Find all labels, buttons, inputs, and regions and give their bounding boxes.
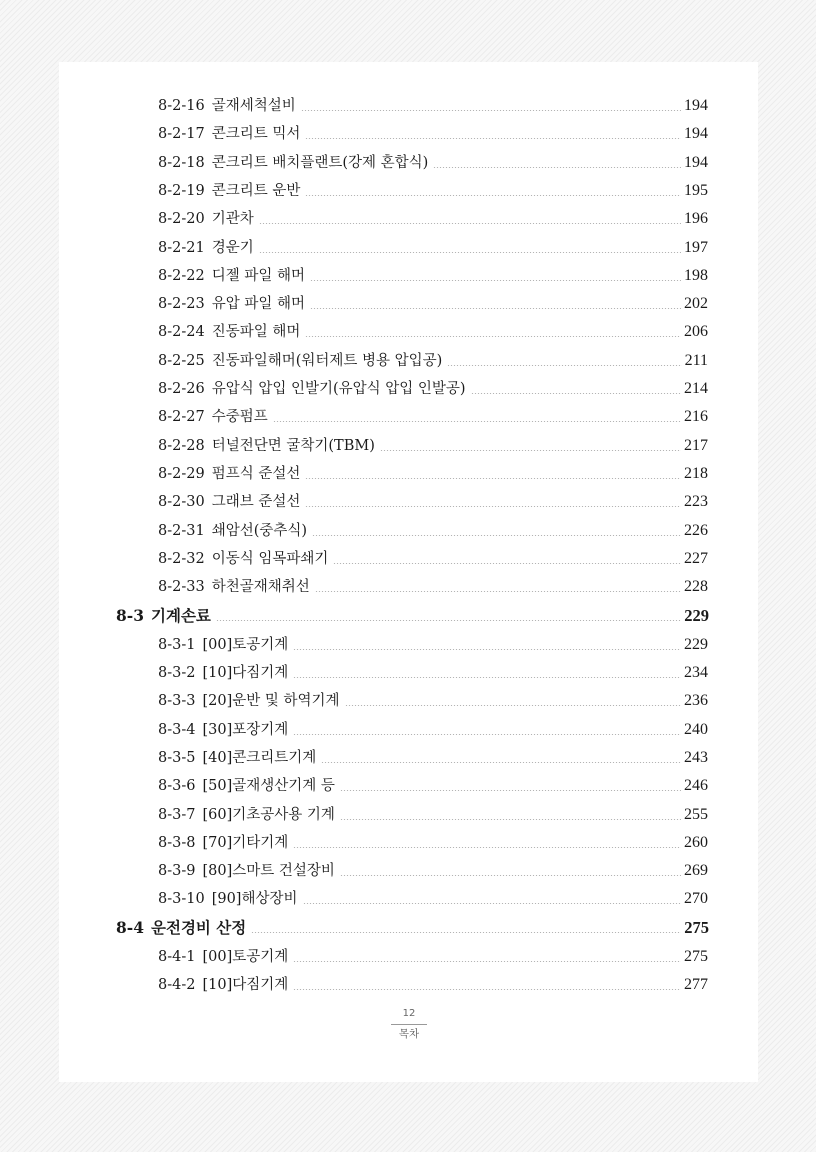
- toc-entry-title: 수중펌프: [211, 409, 268, 426]
- toc-entry-number: 8-2-27: [158, 409, 205, 426]
- toc-entry-number: 8-3: [116, 605, 145, 625]
- toc-entry[interactable]: [158, 120, 708, 148]
- toc-entry[interactable]: [158, 829, 708, 857]
- dot-leader: [293, 847, 681, 848]
- toc-entry-page: 243: [684, 748, 708, 766]
- toc-entry-number: 8-3-10: [158, 891, 205, 908]
- toc-entry[interactable]: [158, 262, 708, 290]
- toc-entry-page: 234: [684, 664, 708, 681]
- dot-leader: [305, 195, 681, 196]
- toc-entry-title: 그래브 준설선: [211, 494, 301, 511]
- toc-entry-number: 8-2-18: [158, 154, 205, 171]
- toc-entry-title: 이동식 임목파쇄기: [211, 550, 329, 567]
- toc-entry-page: 216: [684, 408, 708, 426]
- toc-entry-page: 226: [684, 521, 708, 539]
- toc-entry[interactable]: [158, 631, 708, 659]
- dot-leader: [305, 478, 681, 479]
- toc-entry-number: 8-2-19: [158, 182, 205, 199]
- toc-entry-title: [60]기초공사용 기계: [202, 806, 335, 823]
- toc-entry-title: 골재세척설비: [211, 98, 296, 114]
- toc-entry-title: [10]다짐기계: [202, 977, 289, 994]
- toc-entry-page: 260: [684, 833, 708, 851]
- dot-leader: [471, 393, 681, 394]
- toc-entry[interactable]: [158, 716, 708, 744]
- toc-section-entry[interactable]: [116, 602, 709, 630]
- toc-entry[interactable]: [158, 403, 708, 431]
- toc-entry-title: 터널전단면 굴착기(TBM): [211, 437, 375, 454]
- toc-entry-page: 195: [684, 181, 708, 199]
- dot-leader: [305, 138, 681, 139]
- toc-entry-number: 8-3-7: [158, 806, 196, 823]
- toc-entry-title: [00]토공기계: [202, 949, 289, 965]
- dot-leader: [303, 903, 682, 904]
- toc-entry-number: 8-3-2: [158, 665, 196, 681]
- toc-entry-number: 8-2-33: [158, 579, 205, 596]
- footer-divider: [391, 1024, 427, 1025]
- toc-entry[interactable]: [158, 943, 708, 971]
- dot-leader: [380, 450, 681, 451]
- toc-entry-page: 236: [684, 692, 708, 710]
- toc-entry-title: [90]해상장비: [211, 891, 298, 908]
- toc-entry-page: 202: [684, 295, 708, 313]
- dot-leader: [293, 989, 681, 990]
- toc-entry[interactable]: [158, 432, 708, 460]
- toc-entry-title: [70]기타기계: [202, 834, 289, 851]
- toc-entry[interactable]: [158, 687, 708, 715]
- toc-entry[interactable]: [158, 347, 708, 375]
- dot-leader: [340, 819, 681, 820]
- toc-entry-page: 194: [684, 153, 708, 171]
- dot-leader: [293, 961, 681, 962]
- dot-leader: [305, 336, 681, 337]
- dot-leader: [333, 563, 681, 564]
- dot-leader: [293, 734, 681, 735]
- toc-entry[interactable]: [158, 488, 708, 516]
- toc-entry-title: 콘크리트 배치플랜트(강제 혼합식): [211, 154, 429, 171]
- toc-entry-title: 쇄암선(중추식): [211, 522, 308, 539]
- toc-entry-number: 8-4: [116, 918, 145, 938]
- dot-leader: [273, 421, 681, 422]
- toc-entry-page: 277: [684, 976, 708, 994]
- toc-entry-number: 8-3-5: [158, 749, 196, 766]
- toc-entry-page: 194: [684, 125, 708, 143]
- toc-entry-title: 콘크리트 믹서: [211, 126, 301, 143]
- toc-entry[interactable]: [158, 885, 708, 913]
- toc-entry-page: 217: [684, 436, 708, 454]
- toc-entry[interactable]: [158, 857, 708, 885]
- toc-entry-page: 228: [684, 578, 708, 596]
- toc-entry-page: 214: [684, 380, 708, 397]
- toc-entry-number: 8-2-21: [158, 239, 205, 256]
- toc-entry-number: 8-3-4: [158, 721, 196, 738]
- toc-entry-number: 8-4-1: [158, 949, 196, 965]
- dot-leader: [433, 167, 681, 168]
- toc-entry-number: 8-2-16: [158, 98, 205, 114]
- toc-entry[interactable]: [158, 290, 708, 318]
- toc-entry-number: 8-2-23: [158, 296, 205, 313]
- toc-entry-page: 227: [684, 549, 708, 567]
- toc-entry-number: 8-2-17: [158, 126, 205, 143]
- toc-page: [59, 62, 758, 1082]
- toc-entry-title: 진동파일해머(워터제트 병용 압입공): [211, 352, 443, 369]
- dot-leader: [310, 280, 681, 281]
- toc-entry[interactable]: [158, 205, 708, 233]
- toc-entry[interactable]: [158, 801, 708, 829]
- toc-entry[interactable]: [158, 92, 708, 120]
- toc-entry-page: 269: [684, 862, 708, 880]
- toc-section-entry[interactable]: [116, 914, 709, 942]
- toc-entry[interactable]: [158, 744, 708, 772]
- dot-leader: [251, 932, 681, 933]
- toc-entry-page: 240: [684, 720, 708, 738]
- toc-entry-number: 8-2-32: [158, 550, 205, 567]
- toc-entry-number: 8-3-3: [158, 693, 196, 710]
- dot-leader: [293, 677, 681, 678]
- toc-entry-page: 196: [684, 210, 708, 228]
- toc-entry[interactable]: [158, 517, 708, 545]
- toc-entry-title: [20]운반 및 하역기계: [202, 693, 340, 710]
- dot-leader: [293, 649, 681, 650]
- toc-entry-number: 8-2-30: [158, 494, 205, 511]
- dot-leader: [259, 223, 681, 224]
- toc-entry-page: 218: [684, 464, 708, 482]
- toc-entry[interactable]: [158, 460, 708, 488]
- toc-entry[interactable]: [158, 375, 708, 403]
- dot-leader: [216, 620, 681, 621]
- toc-entry-page: 246: [684, 777, 708, 795]
- toc-entry-number: 8-4-2: [158, 977, 196, 994]
- dot-leader: [447, 365, 681, 366]
- dot-leader: [301, 110, 681, 111]
- toc-entry-page: 275: [684, 918, 709, 938]
- dot-leader: [345, 705, 681, 706]
- footer-label: 목차: [398, 1028, 420, 1040]
- toc-entry-page: 194: [684, 97, 708, 114]
- toc-entry-title: 유압 파일 해머: [211, 296, 305, 313]
- toc-entry-page: 206: [684, 323, 708, 341]
- toc-entry-title: 진동파일 해머: [211, 324, 301, 341]
- toc-entry-number: 8-3-1: [158, 636, 196, 653]
- toc-entry[interactable]: [158, 234, 708, 262]
- toc-entry[interactable]: [158, 177, 708, 205]
- toc-entry-title: [50]골재생산기계 등: [202, 778, 335, 795]
- toc-entry[interactable]: [158, 318, 708, 346]
- toc-entry-title: 기계손료: [151, 605, 211, 625]
- toc-entry-title: [30]포장기계: [202, 721, 289, 738]
- toc-entry-number: 8-2-25: [158, 352, 205, 369]
- toc-entry[interactable]: [158, 659, 708, 687]
- toc-entry-title: 유압식 압입 인발기(유압식 압입 인발공): [211, 381, 466, 397]
- toc-entry[interactable]: [158, 573, 708, 601]
- toc-entry[interactable]: [158, 971, 708, 999]
- toc-entry[interactable]: [158, 772, 708, 800]
- dot-leader: [340, 875, 681, 876]
- toc-entry-number: 8-2-22: [158, 267, 205, 284]
- toc-entry-number: 8-2-28: [158, 437, 205, 454]
- toc-entry[interactable]: [158, 545, 708, 573]
- toc-entry-number: 8-3-8: [158, 834, 196, 851]
- toc-entry-title: 운전경비 산정: [151, 918, 247, 938]
- toc-entry-title: [40]콘크리트기계: [202, 749, 317, 766]
- toc-entry-title: [80]스마트 건설장비: [202, 863, 335, 880]
- toc-entry-page: 270: [684, 890, 708, 908]
- toc-entry[interactable]: [158, 149, 708, 177]
- dot-leader: [340, 790, 681, 791]
- toc-entry-title: 디젤 파일 해머: [211, 267, 305, 284]
- dot-leader: [315, 591, 681, 592]
- toc-entry-page: 198: [684, 266, 708, 284]
- toc-entry-number: 8-2-24: [158, 324, 205, 341]
- toc-entry-title: 펌프식 준설선: [211, 465, 301, 482]
- dot-leader: [259, 252, 681, 253]
- toc-entry-page: 211: [684, 351, 708, 369]
- toc-entry-number: 8-2-31: [158, 522, 205, 539]
- toc-entry-title: [10]다짐기계: [202, 665, 289, 681]
- toc-entry-page: 229: [684, 635, 708, 653]
- dot-leader: [310, 308, 681, 309]
- dot-leader: [312, 535, 681, 536]
- toc-entry-number: 8-2-26: [158, 381, 205, 397]
- toc-entry-number: 8-3-9: [158, 863, 196, 880]
- dot-leader: [321, 762, 681, 763]
- toc-entry-title: 하천골재채취선: [211, 579, 310, 596]
- toc-entry-page: 223: [684, 493, 708, 511]
- toc-entry-title: 기관차: [211, 211, 254, 228]
- toc-entry-number: 8-3-6: [158, 778, 196, 795]
- page-footer: [389, 1007, 429, 1041]
- toc-entry-number: 8-2-20: [158, 211, 205, 228]
- toc-entry-page: 275: [684, 948, 708, 965]
- toc-entry-title: 콘크리트 운반: [211, 182, 301, 199]
- footer-page-number: 12: [402, 1008, 416, 1019]
- dot-leader: [305, 506, 681, 507]
- toc-entry-page: 255: [684, 805, 708, 823]
- toc-entry-number: 8-2-29: [158, 465, 205, 482]
- toc-entry-page: 229: [684, 605, 709, 625]
- toc-entry-page: 197: [684, 238, 708, 256]
- toc-entry-title: 경운기: [211, 239, 254, 256]
- toc-entry-title: [00]토공기계: [202, 636, 289, 653]
